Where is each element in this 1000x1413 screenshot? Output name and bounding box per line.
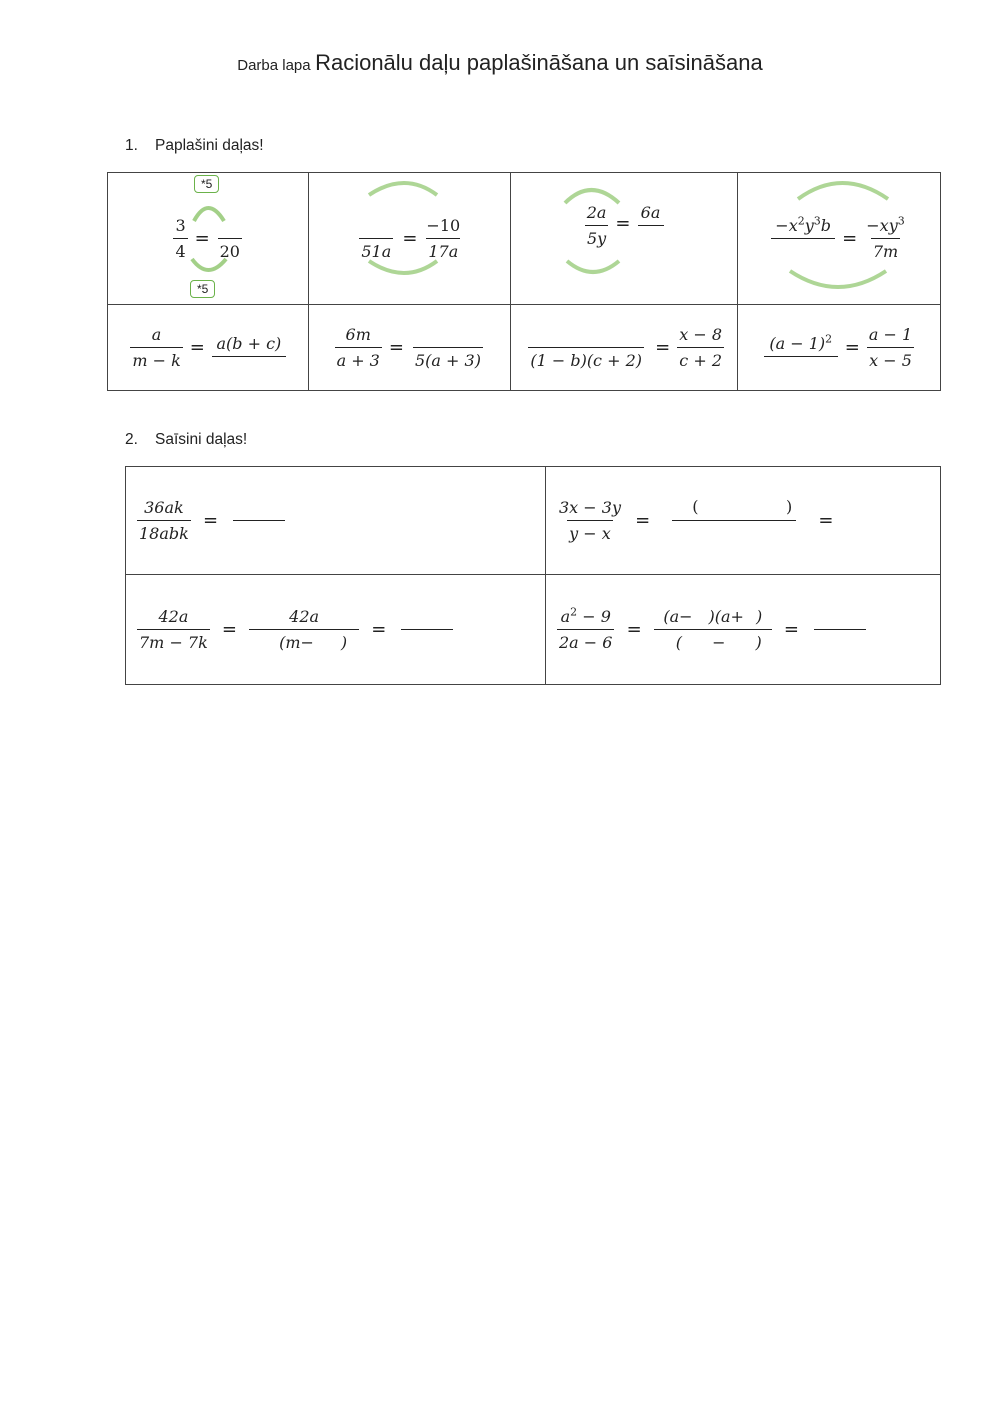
cell-s1: $\frac{36ak}{\text{18abk}}$ = [126,467,546,575]
answer-blank[interactable] [672,520,796,532]
cell-r1c3: $\frac{2a}{5y}$ = 6a [511,173,738,305]
cell-s2: $\frac{3x - 3y}{y - x}$ = ( ) = [546,467,941,575]
fraction-left: $\frac{a}{m - k}$ [132,324,181,370]
answer-blank[interactable] [771,238,835,261]
simplify-fractions-table [125,466,941,685]
section-2-title: Saīsini daļas! [155,431,248,448]
fraction-step: (a− )(a+ ) ( − ) [654,607,772,652]
fraction-right: $\frac{x - 8}{c + 2}$ [679,324,723,370]
title-main: Racionālu daļu paplašināšana un saīsināšana [315,50,763,75]
fraction-left: $-x^2y^3b$ [771,216,835,261]
fraction-right: $\frac{a - 1}{x - 5}$ [868,324,913,370]
expand-fractions-table [107,172,941,391]
cell-s3: $\frac{42a}{7m - 7k}$ = 42a (m− ) = [126,575,546,685]
fraction-step: 42a (m− ) [249,607,359,652]
fraction-left: $(a - 1)^2$ [764,334,838,379]
multiplier-badge-top: *5 [194,175,219,193]
fraction-step: ( ) [662,497,806,531]
answer-blank[interactable] [233,520,285,521]
section-1-title: Paplašini daļas! [155,137,264,154]
answer-blank[interactable] [764,356,838,379]
fraction-right: a(b + c) [212,334,286,379]
fraction-given: $\frac{a^2 - 9}{2a - 6}$ [559,605,613,652]
section-1-heading [125,137,264,155]
fraction-left: $\frac{3}{4}$ [175,215,186,261]
cell-r2c3: (1 − b)(c + 2) = $\frac{x - 8}{c + 2}$ [511,305,738,391]
answer-blank[interactable] [357,216,395,238]
cell-r2c2: $\frac{6m}{a + 3}$ = 5(a + 3) [309,305,511,391]
answer-blank[interactable] [411,325,485,347]
cell-r2c1: $\frac{a}{m - k}$ = a(b + c) [108,305,309,391]
answer-blank[interactable] [217,216,243,238]
cell-r2c4: $(a - 1)^2$ = $\frac{a - 1}{x - 5}$ [737,305,940,391]
answer-blank[interactable] [814,629,866,630]
fraction-left: 51a [357,216,395,261]
answer-blank[interactable] [638,225,664,248]
section-1-number: 1. [125,137,138,154]
cell-r1c1: *5 *5 $\frac{3}{4}$ = 20 [108,173,309,305]
title-prefix: Darba lapa [237,57,311,74]
fraction-left: $\frac{2a}{5y}$ [586,203,607,249]
cell-r1c4: $-x^2y^3b$ = $\frac{-xy^3}{7m}$ [737,173,940,305]
multiplier-badge-bottom: *5 [190,280,215,298]
fraction-right: 6a [638,203,664,248]
cell-s4: $\frac{a^2 - 9}{2a - 6}$ = (a− )(a+ ) ( − ) = [546,575,941,685]
section-2-number: 2. [125,431,138,448]
answer-blank[interactable] [524,325,648,347]
fraction-given: $\frac{42a}{7m - 7k}$ [139,606,208,652]
fraction-right: 5(a + 3) [411,325,485,370]
page-title [0,50,1000,76]
fraction-left: $\frac{6m}{a + 3}$ [336,324,380,370]
fraction-right: $\frac{-xy^3}{7m}$ [866,214,905,261]
answer-blank[interactable] [401,629,453,630]
section-2-heading [125,431,247,449]
fraction-left: (1 − b)(c + 2) [524,325,648,370]
fraction-given: $\frac{36ak}{\text{18abk}}$ [139,497,189,543]
fraction-right: 20 [217,216,243,261]
answer-blank[interactable] [212,356,286,379]
cell-r1c2: 51a = $\frac{-10}{17a}$ [309,173,511,305]
fraction-right: $\frac{-10}{17a}$ [426,215,461,261]
fraction-given: $\frac{3x - 3y}{y - x}$ [559,497,621,543]
